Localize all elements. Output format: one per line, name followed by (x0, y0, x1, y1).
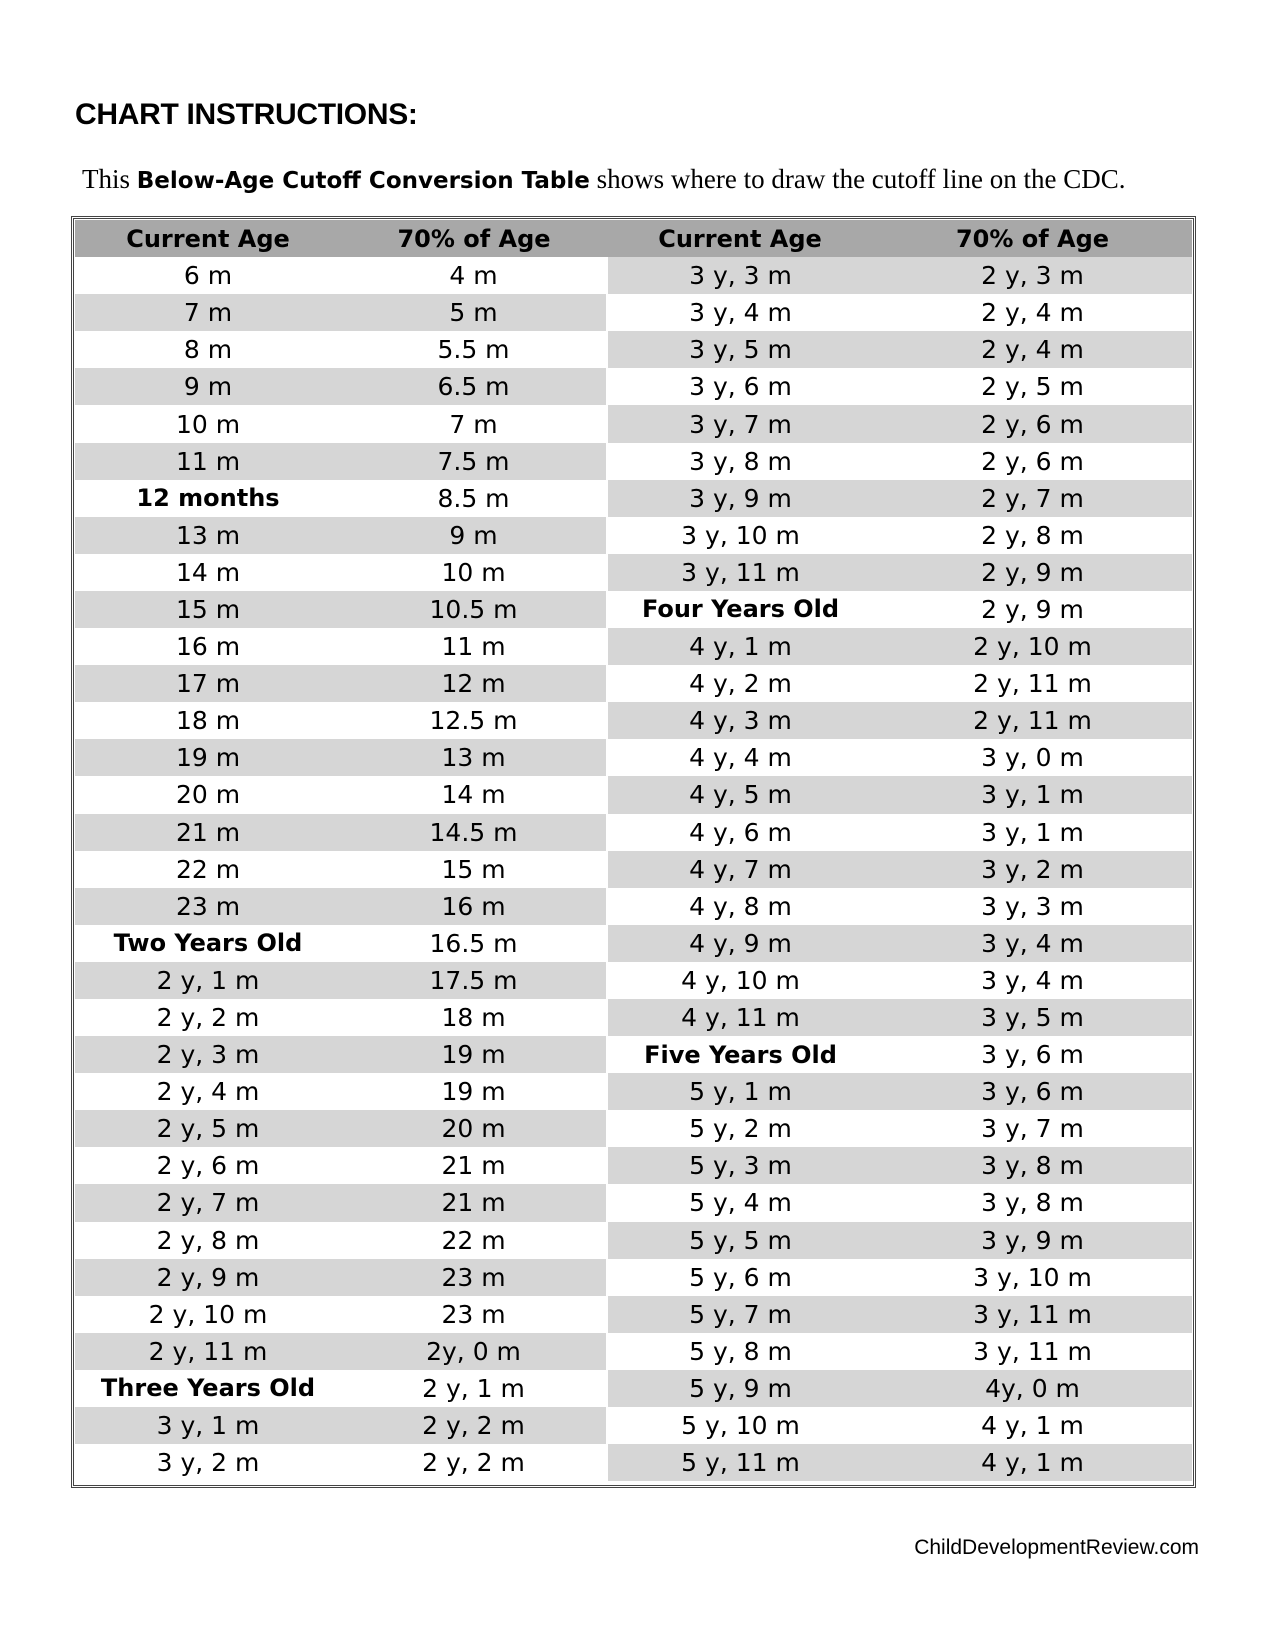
seventy-percent-cell: 3 y, 4 m (873, 962, 1192, 999)
seventy-percent-cell: 3 y, 5 m (873, 999, 1192, 1036)
seventy-percent-cell: 3 y, 3 m (873, 888, 1192, 925)
current-age-cell: 3 y, 2 m (75, 1444, 341, 1481)
seventy-percent-cell: 2 y, 1 m (341, 1370, 607, 1407)
current-age-cell: 15 m (75, 591, 341, 628)
header-current-age-left: Current Age (75, 220, 341, 257)
current-age-cell: 11 m (75, 443, 341, 480)
table-row (75, 814, 1192, 851)
table-row (75, 1370, 1192, 1407)
current-age-cell: 5 y, 5 m (607, 1222, 873, 1259)
current-age-cell: 2 y, 6 m (75, 1147, 341, 1184)
table-row (75, 257, 1192, 294)
current-age-cell: 3 y, 9 m (607, 480, 873, 517)
current-age-cell: 4 y, 4 m (607, 739, 873, 776)
current-age-cell: 3 y, 3 m (607, 257, 873, 294)
table-row (75, 999, 1192, 1036)
seventy-percent-cell: 3 y, 9 m (873, 1222, 1192, 1259)
seventy-percent-cell: 14.5 m (341, 814, 607, 851)
table-row (75, 443, 1192, 480)
current-age-cell: 4 y, 3 m (607, 702, 873, 739)
seventy-percent-cell: 7.5 m (341, 443, 607, 480)
table-row (75, 925, 1192, 962)
current-age-cell: 13 m (75, 517, 341, 554)
seventy-percent-cell: 20 m (341, 1110, 607, 1147)
table-row (75, 1259, 1192, 1296)
current-age-cell: 4 y, 10 m (607, 962, 873, 999)
table-row (75, 1036, 1192, 1073)
seventy-percent-cell: 3 y, 11 m (873, 1333, 1192, 1370)
seventy-percent-cell: 19 m (341, 1073, 607, 1110)
header-current-age-right: Current Age (607, 220, 873, 257)
current-age-cell: Two Years Old (75, 925, 341, 962)
table-row (75, 739, 1192, 776)
current-age-cell: 19 m (75, 739, 341, 776)
current-age-cell: 5 y, 7 m (607, 1296, 873, 1333)
current-age-cell: 3 y, 6 m (607, 368, 873, 405)
seventy-percent-cell: 3 y, 1 m (873, 814, 1192, 851)
table-row (75, 628, 1192, 665)
table-row (75, 1296, 1192, 1333)
seventy-percent-cell: 3 y, 4 m (873, 925, 1192, 962)
seventy-percent-cell: 2 y, 11 m (873, 665, 1192, 702)
table-row (75, 776, 1192, 813)
seventy-percent-cell: 3 y, 2 m (873, 851, 1192, 888)
current-age-cell: 4 y, 2 m (607, 665, 873, 702)
seventy-percent-cell: 3 y, 6 m (873, 1073, 1192, 1110)
current-age-cell: 20 m (75, 776, 341, 813)
table-row (75, 591, 1192, 628)
seventy-percent-cell: 7 m (341, 405, 607, 442)
seventy-percent-cell: 11 m (341, 628, 607, 665)
table-row (75, 1147, 1192, 1184)
seventy-percent-cell: 2 y, 7 m (873, 480, 1192, 517)
current-age-cell: 2 y, 10 m (75, 1296, 341, 1333)
seventy-percent-cell: 23 m (341, 1296, 607, 1333)
table-header-row (75, 220, 1192, 257)
seventy-percent-cell: 5 m (341, 294, 607, 331)
intro-text (82, 164, 1126, 195)
current-age-cell: 2 y, 8 m (75, 1222, 341, 1259)
seventy-percent-cell: 3 y, 7 m (873, 1110, 1192, 1147)
table-row (75, 1073, 1192, 1110)
current-age-cell: 2 y, 4 m (75, 1073, 341, 1110)
seventy-percent-cell: 2 y, 9 m (873, 554, 1192, 591)
seventy-percent-cell: 4 m (341, 257, 607, 294)
current-age-cell: 5 y, 8 m (607, 1333, 873, 1370)
current-age-cell: 23 m (75, 888, 341, 925)
seventy-percent-cell: 2 y, 9 m (873, 591, 1192, 628)
seventy-percent-cell: 8.5 m (341, 480, 607, 517)
table-row (75, 480, 1192, 517)
seventy-percent-cell: 14 m (341, 776, 607, 813)
table-row (75, 851, 1192, 888)
footer-site: ChildDevelopmentReview.com (914, 1536, 1199, 1559)
table-row (75, 665, 1192, 702)
seventy-percent-cell: 21 m (341, 1184, 607, 1221)
conversion-table (75, 220, 1192, 1481)
current-age-cell: 2 y, 1 m (75, 962, 341, 999)
current-age-cell: 3 y, 1 m (75, 1407, 341, 1444)
current-age-cell: 3 y, 10 m (607, 517, 873, 554)
header-70-percent-left: 70% of Age (341, 220, 607, 257)
current-age-cell: 2 y, 2 m (75, 999, 341, 1036)
current-age-cell: 16 m (75, 628, 341, 665)
seventy-percent-cell: 16.5 m (341, 925, 607, 962)
seventy-percent-cell: 4y, 0 m (873, 1370, 1192, 1407)
seventy-percent-cell: 2 y, 2 m (341, 1444, 607, 1481)
current-age-cell: 17 m (75, 665, 341, 702)
seventy-percent-cell: 3 y, 8 m (873, 1184, 1192, 1221)
current-age-cell: 2 y, 9 m (75, 1259, 341, 1296)
current-age-cell: 3 y, 7 m (607, 405, 873, 442)
intro-prefix: This (82, 164, 137, 194)
current-age-cell: 3 y, 4 m (607, 294, 873, 331)
table-row (75, 888, 1192, 925)
table-row (75, 702, 1192, 739)
seventy-percent-cell: 22 m (341, 1222, 607, 1259)
seventy-percent-cell: 17.5 m (341, 962, 607, 999)
current-age-cell: 5 y, 1 m (607, 1073, 873, 1110)
page-heading: CHART INSTRUCTIONS: (75, 98, 418, 131)
seventy-percent-cell: 10 m (341, 554, 607, 591)
seventy-percent-cell: 2 y, 6 m (873, 405, 1192, 442)
seventy-percent-cell: 2 y, 4 m (873, 294, 1192, 331)
current-age-cell: 4 y, 1 m (607, 628, 873, 665)
seventy-percent-cell: 15 m (341, 851, 607, 888)
table-row (75, 405, 1192, 442)
current-age-cell: Three Years Old (75, 1370, 341, 1407)
table-row (75, 1444, 1192, 1481)
seventy-percent-cell: 4 y, 1 m (873, 1444, 1192, 1481)
seventy-percent-cell: 9 m (341, 517, 607, 554)
current-age-cell: 5 y, 3 m (607, 1147, 873, 1184)
seventy-percent-cell: 3 y, 6 m (873, 1036, 1192, 1073)
seventy-percent-cell: 2 y, 10 m (873, 628, 1192, 665)
current-age-cell: Four Years Old (607, 591, 873, 628)
table-body (75, 257, 1192, 1481)
current-age-cell: 10 m (75, 405, 341, 442)
seventy-percent-cell: 2 y, 2 m (341, 1407, 607, 1444)
seventy-percent-cell: 13 m (341, 739, 607, 776)
seventy-percent-cell: 3 y, 1 m (873, 776, 1192, 813)
current-age-cell: 3 y, 5 m (607, 331, 873, 368)
table-row (75, 1222, 1192, 1259)
current-age-cell: 5 y, 2 m (607, 1110, 873, 1147)
header-70-percent-right: 70% of Age (873, 220, 1192, 257)
current-age-cell: 9 m (75, 368, 341, 405)
seventy-percent-cell: 2y, 0 m (341, 1333, 607, 1370)
table-row (75, 1110, 1192, 1147)
seventy-percent-cell: 6.5 m (341, 368, 607, 405)
table-row (75, 517, 1192, 554)
current-age-cell: 14 m (75, 554, 341, 591)
current-age-cell: 6 m (75, 257, 341, 294)
current-age-cell: 5 y, 10 m (607, 1407, 873, 1444)
current-age-cell: 3 y, 8 m (607, 443, 873, 480)
current-age-cell: 4 y, 8 m (607, 888, 873, 925)
current-age-cell: 5 y, 11 m (607, 1444, 873, 1481)
current-age-cell: 2 y, 5 m (75, 1110, 341, 1147)
seventy-percent-cell: 2 y, 3 m (873, 257, 1192, 294)
seventy-percent-cell: 4 y, 1 m (873, 1407, 1192, 1444)
seventy-percent-cell: 2 y, 6 m (873, 443, 1192, 480)
current-age-cell: 4 y, 9 m (607, 925, 873, 962)
current-age-cell: 3 y, 11 m (607, 554, 873, 591)
seventy-percent-cell: 3 y, 11 m (873, 1296, 1192, 1333)
current-age-cell: 4 y, 11 m (607, 999, 873, 1036)
table-row (75, 1407, 1192, 1444)
current-age-cell: 5 y, 6 m (607, 1259, 873, 1296)
seventy-percent-cell: 12 m (341, 665, 607, 702)
seventy-percent-cell: 23 m (341, 1259, 607, 1296)
current-age-cell: 4 y, 5 m (607, 776, 873, 813)
seventy-percent-cell: 10.5 m (341, 591, 607, 628)
seventy-percent-cell: 19 m (341, 1036, 607, 1073)
seventy-percent-cell: 21 m (341, 1147, 607, 1184)
current-age-cell: 5 y, 9 m (607, 1370, 873, 1407)
current-age-cell: 22 m (75, 851, 341, 888)
table-row (75, 294, 1192, 331)
current-age-cell: 8 m (75, 331, 341, 368)
seventy-percent-cell: 2 y, 4 m (873, 331, 1192, 368)
current-age-cell: 4 y, 7 m (607, 851, 873, 888)
current-age-cell: 4 y, 6 m (607, 814, 873, 851)
seventy-percent-cell: 3 y, 8 m (873, 1147, 1192, 1184)
current-age-cell: 12 months (75, 480, 341, 517)
seventy-percent-cell: 18 m (341, 999, 607, 1036)
current-age-cell: Five Years Old (607, 1036, 873, 1073)
intro-suffix: shows where to draw the cutoff line on the CDC. (589, 164, 1126, 194)
table-row (75, 1333, 1192, 1370)
current-age-cell: 2 y, 11 m (75, 1333, 341, 1370)
current-age-cell: 2 y, 3 m (75, 1036, 341, 1073)
table-row (75, 554, 1192, 591)
table-row (75, 331, 1192, 368)
seventy-percent-cell: 3 y, 0 m (873, 739, 1192, 776)
table-row (75, 1184, 1192, 1221)
seventy-percent-cell: 2 y, 11 m (873, 702, 1192, 739)
current-age-cell: 5 y, 4 m (607, 1184, 873, 1221)
seventy-percent-cell: 12.5 m (341, 702, 607, 739)
table-row (75, 962, 1192, 999)
seventy-percent-cell: 3 y, 10 m (873, 1259, 1192, 1296)
current-age-cell: 21 m (75, 814, 341, 851)
current-age-cell: 7 m (75, 294, 341, 331)
seventy-percent-cell: 16 m (341, 888, 607, 925)
seventy-percent-cell: 2 y, 8 m (873, 517, 1192, 554)
seventy-percent-cell: 2 y, 5 m (873, 368, 1192, 405)
seventy-percent-cell: 5.5 m (341, 331, 607, 368)
current-age-cell: 18 m (75, 702, 341, 739)
intro-table-name: Below-Age Cutoff Conversion Table (136, 168, 590, 194)
current-age-cell: 2 y, 7 m (75, 1184, 341, 1221)
table-row (75, 368, 1192, 405)
